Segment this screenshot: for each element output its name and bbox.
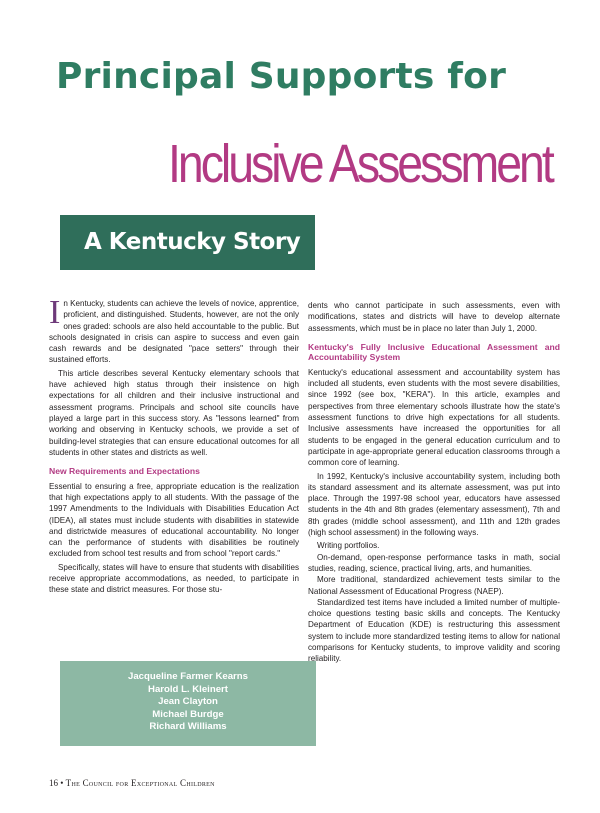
- subtitle-banner: [60, 215, 315, 270]
- list-item: Writing portfolios.: [317, 541, 380, 551]
- list-item: On-demand, open-response performance tasks in math, social studies, reading, science, practical living, arts, and humanities.: [308, 552, 560, 573]
- authors-box: [60, 661, 316, 746]
- subtitle-text: A Kentucky Story: [84, 229, 301, 255]
- title-line-2: Inclusive Assessment: [168, 134, 552, 194]
- paragraph-3: Essential to ensuring a free, appropriate education is the realization that high expectations apply to all students. With the passage of the 1997 Amendments to the Individuals with Disabilities Education Act (IDEA), all states must include students with disabilities in statewide and districtwide measures of educational accountability. No longer can the performance of students with disabilities be routinely excluded from school test results and from school "report cards.": [49, 481, 299, 559]
- section-heading-requirements: New Requirements and Expectations: [49, 466, 200, 477]
- drop-cap: I: [49, 294, 61, 331]
- author-name: Richard Williams: [149, 721, 227, 733]
- left-column: [49, 294, 299, 598]
- assessment-list: [308, 540, 560, 596]
- paragraph-6: Kentucky's educational assessment and accountability system has included all students, even students with the most severe disabilities, since 1992 (see box, "KERA"). In this article, examples and perspectives from three elementary schools illustrate how the state's assessment functions to drive high expectations for all students. Inclusive assessments have increased the opportunities for all students to be engaged in the general education curriculum and to participate in age-appropriate general education classrooms through a common core of learning.: [308, 367, 560, 468]
- author-name: Jean Clayton: [158, 696, 218, 708]
- right-column: [308, 300, 560, 667]
- intro-text: n Kentucky, students can achieve the levels of novice, apprentice, proficient, and distinguished. Students, however, are not the only ones graded: schools are also held accountable to the public. But schools designated in crisis can aspire to success and even gain cash rewards and be designated "pace setters" through their sustained efforts.: [49, 299, 299, 365]
- title-line-1: Principal Supports for: [56, 56, 507, 97]
- journal-name: The Council for Exceptional Children: [65, 778, 215, 788]
- page-number: 16: [49, 778, 58, 788]
- paragraph-2: This article describes several Kentucky elementary schools that have achieved high status through their insistence on high expectations for all children and their inclusive instructional and assessment programs. Principals and school site councils have played a large part in this success story. As "lessons learned" from working and observing in Kentucky schools, we provide a set of building-level strategies that can ensure educational outcomes for all students in other states and districts as well.: [49, 368, 299, 457]
- author-name: Michael Burdge: [152, 708, 224, 720]
- author-name: Harold L. Kleinert: [148, 683, 228, 695]
- page-footer: [49, 778, 215, 788]
- list-item: More traditional, standardized achievement tests similar to the National Assessment of Educational Progress (NAEP).: [308, 575, 560, 596]
- footer-separator: •: [60, 778, 64, 788]
- paragraph-5: dents who cannot participate in such assessments, even with modifications, states and districts will have to develop alternate assessments, which must be in place no later than July 1, 2000.: [308, 301, 560, 333]
- paragraph-7: In 1992, Kentucky's inclusive accountability system, including both its standard assessment and its alternate assessment, was put into place. Through the 1997-98 school year, educators have assessed students in the 4th and 8th grades (elementary assessment), 7th and 8th grades (middle school assessment), and 11th and 12th grades (high school assessment) in the following ways.: [308, 471, 560, 538]
- intro-paragraph: [49, 294, 299, 366]
- section-heading-kentucky-system: Kentucky's Fully Inclusive Educational Assessment and Accountability System: [308, 341, 560, 363]
- author-name: Jacqueline Farmer Kearns: [128, 671, 248, 682]
- paragraph-4: Specifically, states will have to ensure that students with disabilities receive appropriate accommodations, as needed, to participate in these state and district measures. For those stu-: [49, 562, 299, 595]
- paragraph-8: Standardized test items have included a limited number of multiple-choice questions testing basic skills and concepts. The Kentucky Department of Education (KDE) is restructuring this assessment system to include more standardized testing items to allow for national comparisons for Kentucky students, to improve validity and scoring reliability.: [308, 597, 560, 664]
